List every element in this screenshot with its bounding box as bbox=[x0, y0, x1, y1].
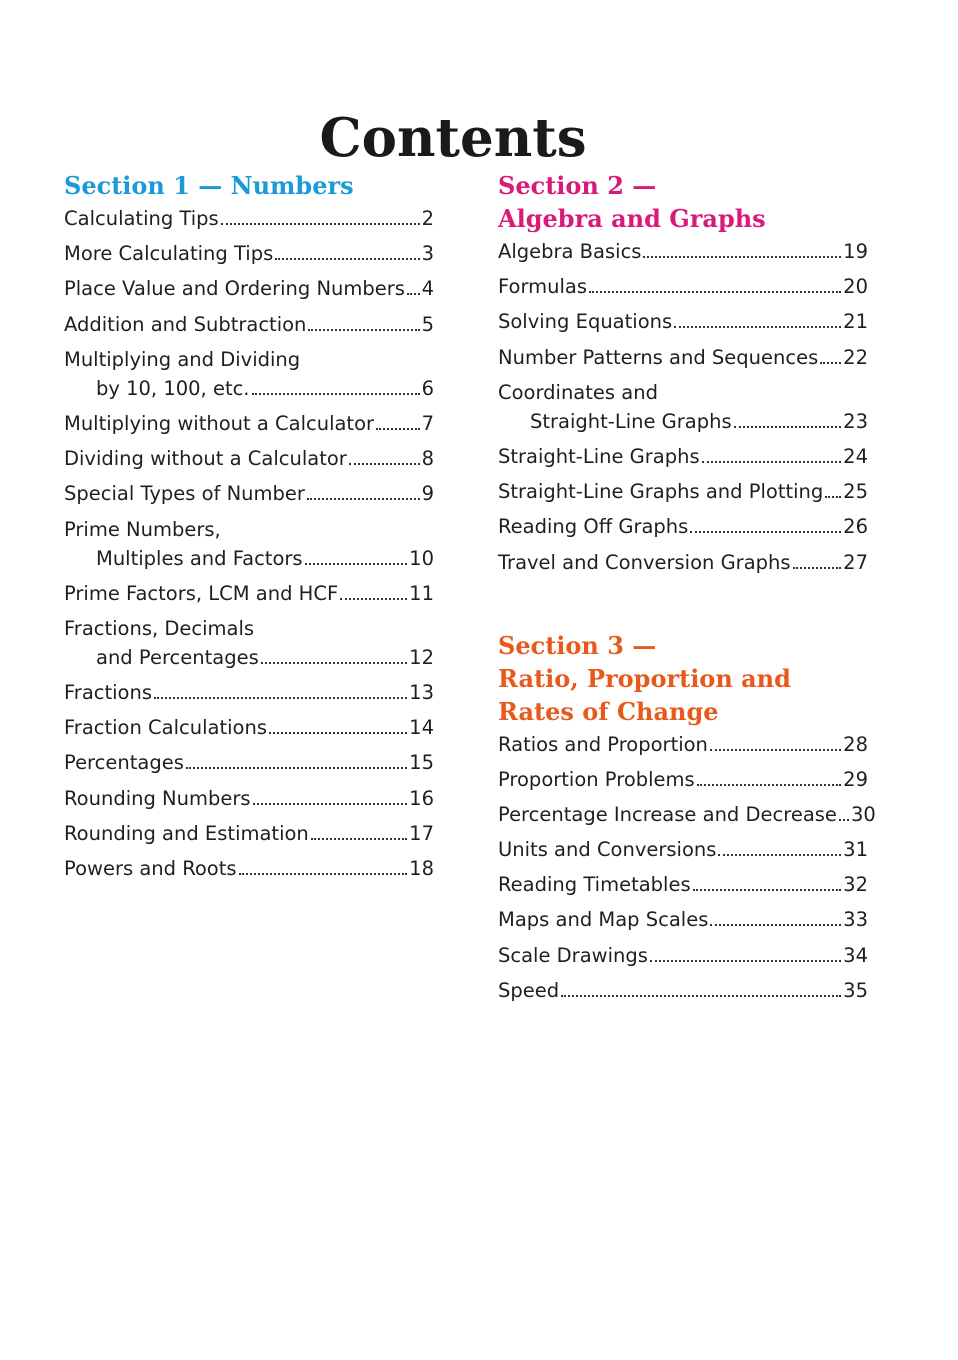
dot-leader bbox=[253, 803, 408, 805]
page-number: 15 bbox=[409, 751, 434, 775]
toc-entry-row bbox=[498, 272, 868, 301]
page-number: 14 bbox=[409, 716, 434, 740]
page-number: 28 bbox=[843, 732, 868, 756]
toc-entry-row bbox=[498, 730, 868, 759]
toc-entry-row bbox=[498, 442, 868, 471]
toc-entry bbox=[498, 835, 868, 864]
dot-leader bbox=[221, 223, 420, 225]
page-number: 3 bbox=[421, 242, 434, 266]
toc-entry-row bbox=[498, 237, 868, 266]
toc-entry bbox=[64, 479, 434, 508]
page-number: 22 bbox=[843, 345, 868, 369]
section-title-line: Section 3 — bbox=[498, 630, 657, 660]
toc-entry-title: Calculating Tips bbox=[64, 207, 219, 230]
toc-entry-row bbox=[64, 544, 434, 573]
toc-entry bbox=[498, 477, 868, 506]
toc-entry-row bbox=[498, 512, 868, 541]
toc-entry bbox=[498, 548, 868, 577]
toc-entry-row bbox=[64, 409, 434, 438]
dot-leader bbox=[252, 393, 420, 395]
toc-entry-row bbox=[498, 307, 868, 336]
toc-entry-title: Straight-Line Graphs and Plotting bbox=[498, 480, 824, 504]
toc-entry-title: Multiples and Factors bbox=[96, 546, 303, 570]
toc-entry bbox=[64, 274, 434, 303]
page-number: 31 bbox=[843, 838, 868, 862]
dot-leader bbox=[718, 854, 841, 856]
toc-entry-title-line: Fractions, Decimals bbox=[64, 616, 255, 640]
toc-entry-title: Solving Equations bbox=[498, 310, 673, 334]
toc-entry bbox=[64, 310, 434, 339]
toc-entry-title: Scale Drawings bbox=[498, 943, 648, 967]
section-title-line: Section 2 — bbox=[498, 171, 657, 200]
dot-leader bbox=[697, 784, 841, 786]
toc-entry-title: Proportion Problems bbox=[498, 767, 695, 791]
toc-entry-row bbox=[498, 905, 868, 934]
toc-entry-title: Units and Conversions bbox=[498, 838, 717, 862]
dot-leader bbox=[734, 426, 842, 428]
section-title-line: Algebra and Graphs bbox=[498, 204, 766, 233]
toc-entry-title-line: Multiplying and Dividing bbox=[64, 347, 301, 371]
toc-entry bbox=[64, 515, 434, 573]
toc-entry bbox=[498, 343, 868, 372]
page-number: 12 bbox=[409, 645, 434, 669]
toc-entry bbox=[64, 204, 434, 233]
toc-entry-row bbox=[64, 748, 434, 777]
toc-entry-row bbox=[498, 343, 868, 372]
page-number: 5 bbox=[421, 312, 434, 336]
toc-entry-title: More Calculating Tips bbox=[64, 242, 274, 266]
page-number: 11 bbox=[409, 581, 434, 605]
dot-leader bbox=[239, 873, 408, 875]
toc-entry bbox=[64, 409, 434, 438]
dot-leader bbox=[311, 838, 407, 840]
toc-entry-title: Rounding and Estimation bbox=[64, 821, 309, 845]
toc-entry bbox=[498, 307, 868, 336]
toc-entry-title: Fraction Calculations bbox=[64, 716, 267, 740]
toc-entry bbox=[498, 272, 868, 301]
toc-entry-row bbox=[64, 643, 434, 672]
dot-leader bbox=[820, 362, 841, 364]
page-number: 2 bbox=[421, 207, 434, 230]
dot-leader bbox=[710, 924, 841, 926]
toc-entry-row bbox=[64, 678, 434, 707]
toc-entry-title: Algebra Basics bbox=[498, 240, 642, 263]
page-number: 27 bbox=[843, 550, 868, 574]
toc-entry-row bbox=[498, 407, 868, 436]
toc-entry-title: Ratios and Proportion bbox=[498, 732, 708, 756]
dot-leader bbox=[839, 819, 849, 821]
toc-entry-title: Rounding Numbers bbox=[64, 786, 251, 810]
page-number: 20 bbox=[843, 275, 868, 299]
dot-leader bbox=[407, 293, 420, 295]
dot-leader bbox=[561, 995, 841, 997]
dot-leader bbox=[643, 256, 841, 258]
toc-entry-row bbox=[64, 374, 434, 403]
toc-entry-row bbox=[64, 274, 434, 303]
toc-entry-row bbox=[64, 784, 434, 813]
page-number: 17 bbox=[409, 821, 434, 845]
toc-entry-row bbox=[64, 854, 434, 883]
dot-leader bbox=[674, 326, 841, 328]
dot-leader bbox=[589, 291, 841, 293]
toc-entry-title: Fractions bbox=[64, 681, 152, 705]
dot-leader bbox=[693, 889, 842, 891]
toc-entry-title: Maps and Map Scales bbox=[498, 908, 709, 932]
toc-entry bbox=[498, 941, 868, 970]
toc-entry-row bbox=[498, 835, 868, 864]
page-number: 26 bbox=[843, 515, 868, 539]
toc-entry-title: Special Types of Number bbox=[64, 482, 305, 506]
section-1 bbox=[64, 169, 434, 883]
toc-entry-row bbox=[498, 548, 868, 577]
toc-entry-row bbox=[64, 713, 434, 742]
toc-entry bbox=[498, 442, 868, 471]
toc-entry-title: Reading Timetables bbox=[498, 873, 691, 897]
dot-leader bbox=[340, 598, 407, 600]
dot-leader bbox=[710, 749, 841, 751]
dot-leader bbox=[650, 960, 841, 962]
page-number: 35 bbox=[843, 978, 868, 1002]
toc-entry bbox=[64, 713, 434, 742]
toc-entry-row bbox=[64, 579, 434, 608]
page-number: 29 bbox=[843, 767, 868, 791]
left-column bbox=[64, 169, 434, 889]
page-number: 23 bbox=[843, 409, 868, 433]
toc-entry bbox=[64, 854, 434, 883]
page-number: 30 bbox=[850, 802, 876, 826]
page-number: 16 bbox=[409, 786, 434, 810]
page-number: 33 bbox=[843, 908, 868, 932]
dot-leader bbox=[261, 662, 407, 664]
page-number: 6 bbox=[421, 376, 434, 400]
dot-leader bbox=[275, 258, 419, 260]
toc-entry-title: Dividing without a Calculator bbox=[64, 447, 347, 471]
dot-leader bbox=[307, 498, 420, 500]
section-2-title bbox=[498, 169, 868, 235]
toc-entry-title: Travel and Conversion Graphs bbox=[498, 550, 791, 574]
page-number: 8 bbox=[421, 447, 434, 471]
toc-entry-row bbox=[498, 477, 868, 506]
page-number: 4 bbox=[421, 277, 434, 301]
page-number: 10 bbox=[409, 546, 434, 570]
page-number: 9 bbox=[421, 482, 434, 506]
page-number: 25 bbox=[843, 480, 868, 504]
toc-entry bbox=[498, 765, 868, 794]
toc-entry-title: Multiplying without a Calculator bbox=[64, 411, 375, 435]
toc-entry bbox=[498, 870, 868, 899]
toc-entry-row bbox=[64, 239, 434, 268]
section-1-title bbox=[64, 169, 434, 202]
section-2 bbox=[498, 169, 868, 577]
toc-entry-title: Place Value and Ordering Numbers bbox=[64, 277, 405, 301]
toc-entry bbox=[64, 784, 434, 813]
toc-entry bbox=[64, 579, 434, 608]
page-number: 34 bbox=[843, 943, 868, 967]
toc-entry bbox=[498, 378, 868, 436]
toc-entry-title: Powers and Roots bbox=[64, 857, 237, 880]
toc-entry bbox=[64, 345, 434, 403]
dot-leader bbox=[702, 461, 842, 463]
page-number: 18 bbox=[409, 857, 434, 880]
toc-entry bbox=[64, 819, 434, 848]
toc-entry-title: Straight-Line Graphs bbox=[530, 409, 732, 433]
toc-entry-row bbox=[498, 941, 868, 970]
toc-entry-row bbox=[64, 204, 434, 233]
toc-entry bbox=[498, 976, 868, 1005]
toc-entry-title: by 10, 100, etc. bbox=[96, 376, 250, 400]
toc-entry-row bbox=[498, 870, 868, 899]
toc-entry bbox=[64, 614, 434, 672]
toc-entry-row bbox=[64, 819, 434, 848]
toc-entry-title-line: Coordinates and bbox=[498, 380, 658, 404]
toc-entry-title: Percentage Increase and Decrease bbox=[498, 802, 837, 826]
section-3-title bbox=[498, 629, 868, 728]
toc-entry-title: Addition and Subtraction bbox=[64, 312, 307, 336]
toc-entry-row bbox=[498, 800, 876, 829]
dot-leader bbox=[825, 496, 841, 498]
toc-entry-title: and Percentages bbox=[96, 645, 259, 669]
dot-leader bbox=[349, 463, 420, 465]
section-title-line: Section 1 — Numbers bbox=[64, 171, 354, 200]
toc-entry bbox=[498, 730, 868, 759]
toc-entry-row bbox=[64, 479, 434, 508]
section-1-entries bbox=[64, 204, 434, 883]
toc-entry bbox=[498, 237, 868, 266]
page-number: 21 bbox=[843, 310, 868, 334]
dot-leader bbox=[186, 767, 407, 769]
page-number: 32 bbox=[843, 873, 868, 897]
dot-leader bbox=[690, 531, 841, 533]
dot-leader bbox=[376, 428, 420, 430]
toc-entry-row bbox=[498, 976, 868, 1005]
dot-leader bbox=[305, 563, 408, 565]
toc-entry-row bbox=[498, 765, 868, 794]
page-title: Contents bbox=[319, 106, 587, 169]
toc-entry-title: Speed bbox=[498, 978, 560, 1002]
section-3-entries bbox=[498, 730, 876, 1005]
toc-entry-row bbox=[64, 310, 434, 339]
page-number: 13 bbox=[409, 681, 434, 705]
toc-entry-title: Reading Off Graphs bbox=[498, 515, 689, 539]
toc-entry-title-line: Prime Numbers, bbox=[64, 517, 221, 541]
page-number: 7 bbox=[421, 411, 434, 435]
section-title-line: Ratio, Proportion and bbox=[498, 663, 791, 693]
toc-entry bbox=[498, 800, 876, 829]
toc-entry bbox=[64, 239, 434, 268]
toc-entry bbox=[64, 748, 434, 777]
toc-entry bbox=[498, 512, 868, 541]
toc-entry-title: Prime Factors, LCM and HCF bbox=[64, 581, 339, 605]
dot-leader bbox=[154, 697, 407, 699]
right-column bbox=[498, 169, 876, 1011]
dot-leader bbox=[269, 732, 407, 734]
section-3 bbox=[498, 629, 876, 1005]
dot-leader bbox=[308, 329, 419, 331]
section-2-entries bbox=[498, 237, 868, 577]
toc-entry bbox=[498, 905, 868, 934]
toc-entry bbox=[64, 444, 434, 473]
dot-leader bbox=[793, 567, 842, 569]
page-number: 24 bbox=[843, 444, 868, 468]
toc-entry-row bbox=[64, 444, 434, 473]
section-title-line: Rates of Change bbox=[498, 696, 719, 726]
toc-entry-title: Formulas bbox=[498, 275, 588, 299]
toc-entry bbox=[64, 678, 434, 707]
page-number: 19 bbox=[843, 240, 868, 263]
toc-entry-title: Straight-Line Graphs bbox=[498, 444, 700, 468]
toc-entry-title: Percentages bbox=[64, 751, 184, 775]
toc-entry-title: Number Patterns and Sequences bbox=[498, 345, 819, 369]
